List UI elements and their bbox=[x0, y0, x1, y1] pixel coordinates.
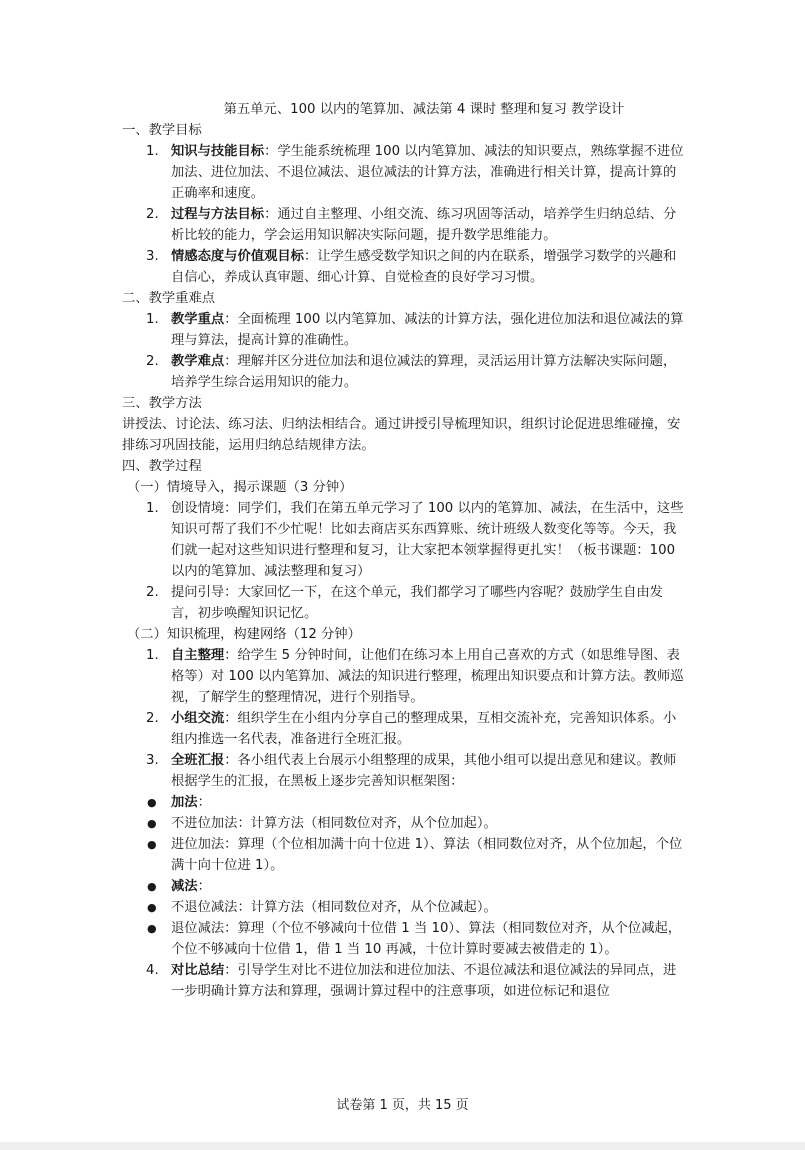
section-heading-process: 四、教学过程 bbox=[122, 459, 202, 474]
item-text: 创设情境：同学们，我们在第五单元学习了 100 以内的笔算加、减法，在生活中，这些知识可帮了我们不少忙呢！比如去商店买东西算账、统计班级人数变化等等。今天，我们就一起对这些知识进行整理和复习，让大家把本领掌握得更扎实！（板书课题：100 以内的笔算加、减法整理和复习） bbox=[171, 501, 684, 579]
subsection-heading-review: （二）知识梳理，构建网络（12 分钟） bbox=[127, 627, 361, 642]
item-bold-label: 自主整理 bbox=[171, 648, 225, 663]
methods-paragraph: 讲授法、讨论法、练习法、归纳法相结合。通过讲授引导梳理知识，组织讨论促进思维碰撞，安排练习巩固技能，运用归纳总结规律方法。 bbox=[122, 417, 681, 453]
page-title: 第五单元、100 以内的笔算加、减法第 4 课时 整理和复习 教学设计 bbox=[223, 102, 625, 117]
list-item bbox=[122, 351, 688, 393]
item-text: ：让学生感受数学知识之间的内在联系，增强学习数学的兴趣和自信心，养成认真审题、细心计算、自觉检查的良好学习习惯。 bbox=[171, 249, 677, 285]
bullet-item bbox=[122, 834, 688, 876]
item-text: ：组织学生在小组内分享自己的整理成果，互相交流补充，完善知识体系。小组内推选一名代表，准备进行全班汇报。 bbox=[171, 711, 677, 747]
item-text: ：全面梳理 100 以内笔算加、减法的计算方法，强化进位加法和退位减法的算理与算法，提高计算的准确性。 bbox=[171, 312, 684, 348]
key-points-list bbox=[122, 309, 688, 393]
item-bold-label: 教学难点 bbox=[171, 354, 225, 369]
item-bold-label: 小组交流 bbox=[171, 711, 225, 726]
intro-list bbox=[122, 498, 688, 624]
item-text: 进位加法：算理（个位相加满十向十位进 1）、算法（相同数位对齐，从个位加起，个位满十向十位进 1）。 bbox=[171, 837, 683, 873]
item-text: ：给学生 5 分钟时间，让他们在练习本上用自己喜欢的方式（如思维导图、表格等）对 100 以内笔算加、减法的知识进行整理，梳理出知识要点和计算方法。教师巡视，了解学生的整理情况，进行个别指导。 bbox=[171, 648, 684, 705]
bullet-icon: ● bbox=[147, 880, 157, 893]
item-bold-label: 知识与技能目标 bbox=[171, 144, 265, 159]
list-item bbox=[122, 582, 688, 624]
page-footer: 试卷第 1 页，共 15 页 bbox=[336, 1098, 469, 1113]
item-text: ：学生能系统梳理 100 以内笔算加、减法的知识要点，熟练掌握不进位加法、进位加法、不退位减法、退位减法的计算方法，准确进行相关计算，提高计算的正确率和速度。 bbox=[171, 144, 684, 201]
subsection-heading-intro: （一）情境导入，揭示课题（3 分钟） bbox=[127, 480, 353, 495]
bullet-icon: ● bbox=[147, 838, 157, 851]
list-number: 3. bbox=[146, 753, 159, 768]
item-text: 不退位减法：计算方法（相同数位对齐，从个位减起）。 bbox=[171, 900, 497, 915]
bullet-icon: ● bbox=[147, 901, 157, 914]
item-bold-label: 教学重点 bbox=[171, 312, 225, 327]
list-item bbox=[122, 645, 688, 708]
item-bold-label: 对比总结 bbox=[171, 963, 225, 978]
objectives-list bbox=[122, 141, 688, 288]
list-number: 2. bbox=[146, 585, 159, 600]
list-item bbox=[122, 708, 688, 750]
list-item bbox=[122, 960, 688, 1002]
item-bold-label: 加法 bbox=[171, 795, 198, 810]
review-list bbox=[122, 645, 688, 1002]
list-number: 1. bbox=[146, 144, 159, 159]
item-bold-label: 过程与方法目标 bbox=[171, 207, 265, 222]
document-body bbox=[122, 99, 688, 1002]
bullet-icon: ● bbox=[147, 922, 157, 935]
item-bold-label: 减法 bbox=[171, 879, 198, 894]
list-number: 4. bbox=[146, 963, 159, 978]
bullet-item bbox=[122, 813, 688, 834]
bullet-item bbox=[122, 918, 688, 960]
list-number: 1. bbox=[146, 648, 159, 663]
section-heading-methods: 三、教学方法 bbox=[122, 396, 202, 411]
item-bold-label: 情感态度与价值观目标 bbox=[171, 249, 304, 264]
list-number: 2. bbox=[146, 207, 159, 222]
item-text: ：引导学生对比不进位加法和进位加法、不退位减法和退位减法的异同点，进一步明确计算方法和算理，强调计算过程中的注意事项，如进位标记和退位 bbox=[171, 963, 677, 999]
list-item bbox=[122, 141, 688, 204]
list-item bbox=[122, 309, 688, 351]
list-number: 1. bbox=[146, 312, 159, 327]
item-text: ：各小组代表上台展示小组整理的成果，其他小组可以提出意见和建议。教师根据学生的汇报，在黑板上逐步完善知识框架图： bbox=[171, 753, 677, 789]
list-item bbox=[122, 498, 688, 582]
item-bold-label: 全班汇报 bbox=[171, 753, 225, 768]
list-item bbox=[122, 246, 688, 288]
list-number: 2. bbox=[146, 711, 159, 726]
item-text: ：理解并区分进位加法和退位减法的算理，灵活运用计算方法解决实际问题，培养学生综合运用知识的能力。 bbox=[171, 354, 677, 390]
list-number: 2. bbox=[146, 354, 159, 369]
item-text: ： bbox=[197, 795, 211, 810]
bullet-icon: ● bbox=[147, 817, 157, 830]
item-text: ：通过自主整理、小组交流、练习巩固等活动，培养学生归纳总结、分析比较的能力，学会运用知识解决实际问题，提升数学思维能力。 bbox=[171, 207, 677, 243]
list-number: 3. bbox=[146, 249, 159, 264]
section-heading-key-points: 二、教学重难点 bbox=[122, 291, 216, 306]
bullet-item bbox=[122, 897, 688, 918]
list-number: 1. bbox=[146, 501, 159, 516]
item-text: ： bbox=[197, 879, 211, 894]
list-item bbox=[122, 204, 688, 246]
list-item bbox=[122, 750, 688, 792]
bullet-item bbox=[122, 876, 688, 897]
item-text: 不进位加法：计算方法（相同数位对齐，从个位加起）。 bbox=[171, 816, 497, 831]
section-heading-objectives: 一、教学目标 bbox=[122, 123, 202, 138]
item-text: 提问引导：大家回忆一下，在这个单元，我们都学习了哪些内容呢？鼓励学生自由发言，初步唤醒知识记忆。 bbox=[171, 585, 663, 621]
bullet-icon: ● bbox=[147, 796, 157, 809]
bullet-item bbox=[122, 792, 688, 813]
item-text: 退位减法：算理（个位不够减向十位借 1 当 10）、算法（相同数位对齐，从个位减起，个位不够减向十位借 1，借 1 当 10 再减，十位计算时要减去被借走的 1）。 bbox=[171, 921, 682, 957]
